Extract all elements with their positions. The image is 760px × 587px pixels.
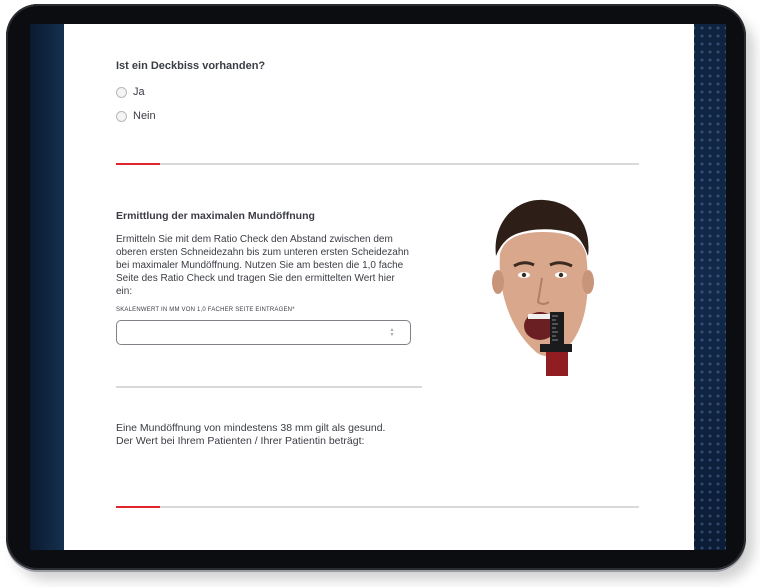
divider-accent [116, 506, 160, 508]
tablet-frame [6, 4, 746, 570]
radio-option-ja[interactable] [116, 86, 145, 98]
instruction-line: oberen ersten Schneidezahn bis zum unteren ersten Scheidezahn [116, 247, 409, 258]
instruction-line: bei maximaler Mundöffnung. Nutzen Sie am besten die 1,0 fache [116, 260, 404, 271]
section-divider [116, 506, 639, 508]
divider-accent [116, 163, 160, 165]
radio-option-nein[interactable] [116, 110, 156, 122]
result-text [116, 422, 436, 448]
field-divider [116, 386, 422, 388]
page-background-left [30, 24, 64, 550]
section-divider [116, 163, 639, 165]
form-panel [64, 24, 694, 550]
screen [30, 24, 726, 550]
question-deckbiss: Ist ein Deckbiss vorhanden? [116, 60, 266, 72]
mundoeffnung-input[interactable] [116, 320, 411, 345]
face-illustration [488, 194, 596, 376]
stepper-icon[interactable]: ▲ ▼ [389, 327, 395, 338]
radio-label-nein: Nein [133, 110, 156, 122]
radio-label-ja: Ja [133, 86, 145, 98]
instruction-line: ein: [116, 286, 133, 297]
instruction-text [116, 233, 436, 298]
radio-icon[interactable] [116, 87, 127, 98]
instruction-line: Seite des Ratio Check und tragen Sie den ermittelten Wert hier [116, 273, 395, 284]
result-line-healthy: Eine Mundöffnung von mindestens 38 mm gilt als gesund. [116, 422, 386, 434]
radio-icon[interactable] [116, 111, 127, 122]
instruction-line: Ermitteln Sie mit dem Ratio Check den Abstand zwischen dem [116, 234, 393, 245]
section-title-mundoeffnung: Ermittlung der maximalen Mundöffnung [116, 210, 315, 222]
field-label: SKALENWERT IN MM VON 1,0 FACHER SEITE EINTRAGEN* [116, 307, 295, 313]
result-line-patient: Der Wert bei Ihrem Patienten / Ihrer Patientin beträgt: [116, 435, 365, 447]
